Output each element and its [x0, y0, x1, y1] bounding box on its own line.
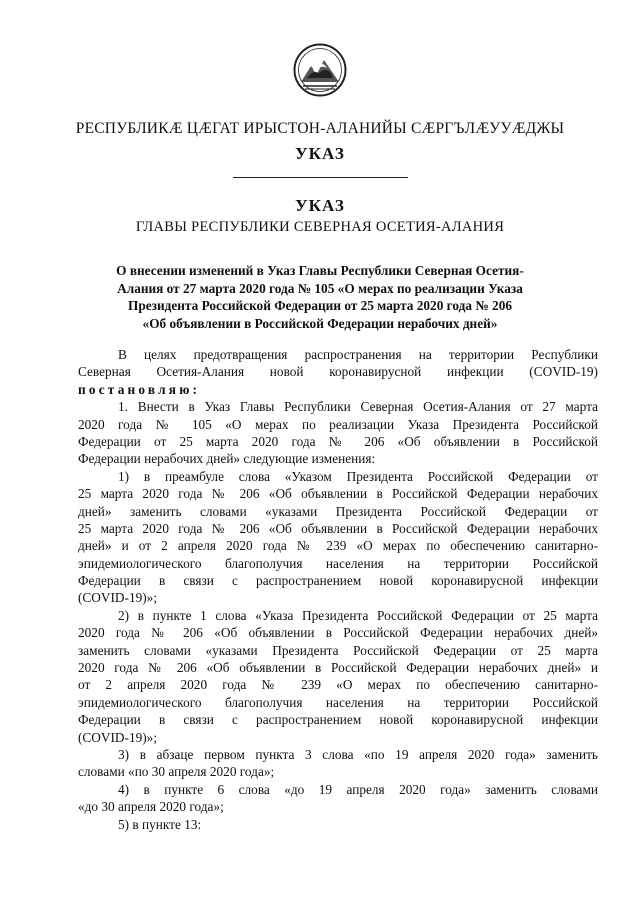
- body-line: 2) в пункте 1 слова «Указа Президента Российской Федерации от 25 марта: [118, 607, 598, 623]
- coat-of-arms-icon: [293, 42, 347, 98]
- ukaz-title-russian: УКАЗ: [295, 196, 345, 215]
- body-line: дней» заменить словами «указами Президента Российской Федерации от: [78, 503, 598, 519]
- ukaz-title-ossetian: УКАЗ: [295, 144, 345, 163]
- body-line: 4) в пункте 6 слова «до 19 апреля 2020 года» заменить словами: [118, 781, 598, 797]
- body-line: эпидемиологического благополучия населения на территории Российской: [78, 694, 598, 710]
- body-line: заменить словами «указами Президента Российской Федерации от 25 марта: [78, 642, 598, 658]
- body-line: «до 30 апреля 2020 года»;: [78, 799, 224, 815]
- body-line: (COVID-19)»;: [78, 590, 158, 606]
- body-line: 25 марта 2020 года № 206 «Об объявлении в Российской Федерации нерабочих: [78, 486, 598, 502]
- body-line: (COVID-19)»;: [78, 729, 158, 745]
- body-line: Федерации в связи с распространением новой коронавирусной инфекции: [78, 712, 598, 728]
- body-line: Федерации от 25 марта 2020 года № 206 «Об объявлении в Российской: [78, 433, 598, 449]
- subject-line: Президента Российской Федерации от 25 марта 2020 года № 206: [128, 298, 512, 313]
- divider-line: [233, 177, 408, 178]
- body-line: Федерации в связи с распространением новой коронавирусной инфекции: [78, 573, 598, 589]
- body-line: 2020 года № 206 «Об объявлении в Российской Федерации нерабочих дней» и: [78, 660, 598, 676]
- body-line: от 2 апреля 2020 года № 239 «О мерах по обеспечению санитарно-: [78, 677, 598, 693]
- body-line: 2020 года № 206 «Об объявлении в Российской Федерации нерабочих дней»: [78, 625, 598, 641]
- body-line: дней» и от 2 апреля 2020 года № 239 «О мерах по обеспечению санитарно-: [78, 538, 598, 554]
- body-line: 1. Внести в Указ Главы Республики Северная Осетия-Алания от 27 марта: [118, 399, 598, 415]
- subject-line: Алания от 27 марта 2020 года № 105 «О мерах по реализации Указа: [117, 280, 523, 296]
- subject-line: «Об объявлении в Российской Федерации нерабочих дней»: [142, 315, 498, 331]
- republic-name: РЕСПУБЛИКӔ ЦӔГАТ ИРЫСТОН-АЛАНИЙЫ СӔРГЪЛӔУУӔДЖЫ: [75, 120, 565, 137]
- body-line: эпидемиологического благополучия населения на территории Российской: [78, 555, 598, 571]
- body-line: 25 марта 2020 года № 206 «Об объявлении в Российской Федерации нерабочих: [78, 520, 598, 536]
- subject-line: О внесении изменений в Указ Главы Республики Северная Осетия-: [116, 263, 524, 278]
- body-line: Северная Осетия-Алания новой коронавирусной инфекции (COVID-19): [78, 364, 598, 380]
- body-line: словами «по 30 апреля 2020 года»;: [78, 764, 275, 780]
- body-line: 3) в абзаце первом пункта 3 слова «по 19 апреля 2020 года» заменить: [118, 746, 598, 762]
- body-line: 5) в пункте 13:: [118, 816, 202, 832]
- body-line: 2020 года № 105 «О мерах по реализации Указа Президента Российской: [78, 416, 598, 432]
- body-line: 1) в преамбуле слова «Указом Президента Российской Федерации от: [118, 468, 598, 484]
- head-of-republic-title: ГЛАВЫ РЕСПУБЛИКИ СЕВЕРНАЯ ОСЕТИЯ-АЛАНИЯ: [135, 219, 505, 235]
- body-line: постановляю:: [78, 381, 201, 397]
- body-line: В целях предотвращения распространения на территории Республики: [118, 347, 598, 362]
- decree-body: [78, 346, 598, 833]
- body-line: Федерации нерабочих дней» следующие изменения:: [78, 451, 376, 467]
- decree-subject: [90, 262, 550, 332]
